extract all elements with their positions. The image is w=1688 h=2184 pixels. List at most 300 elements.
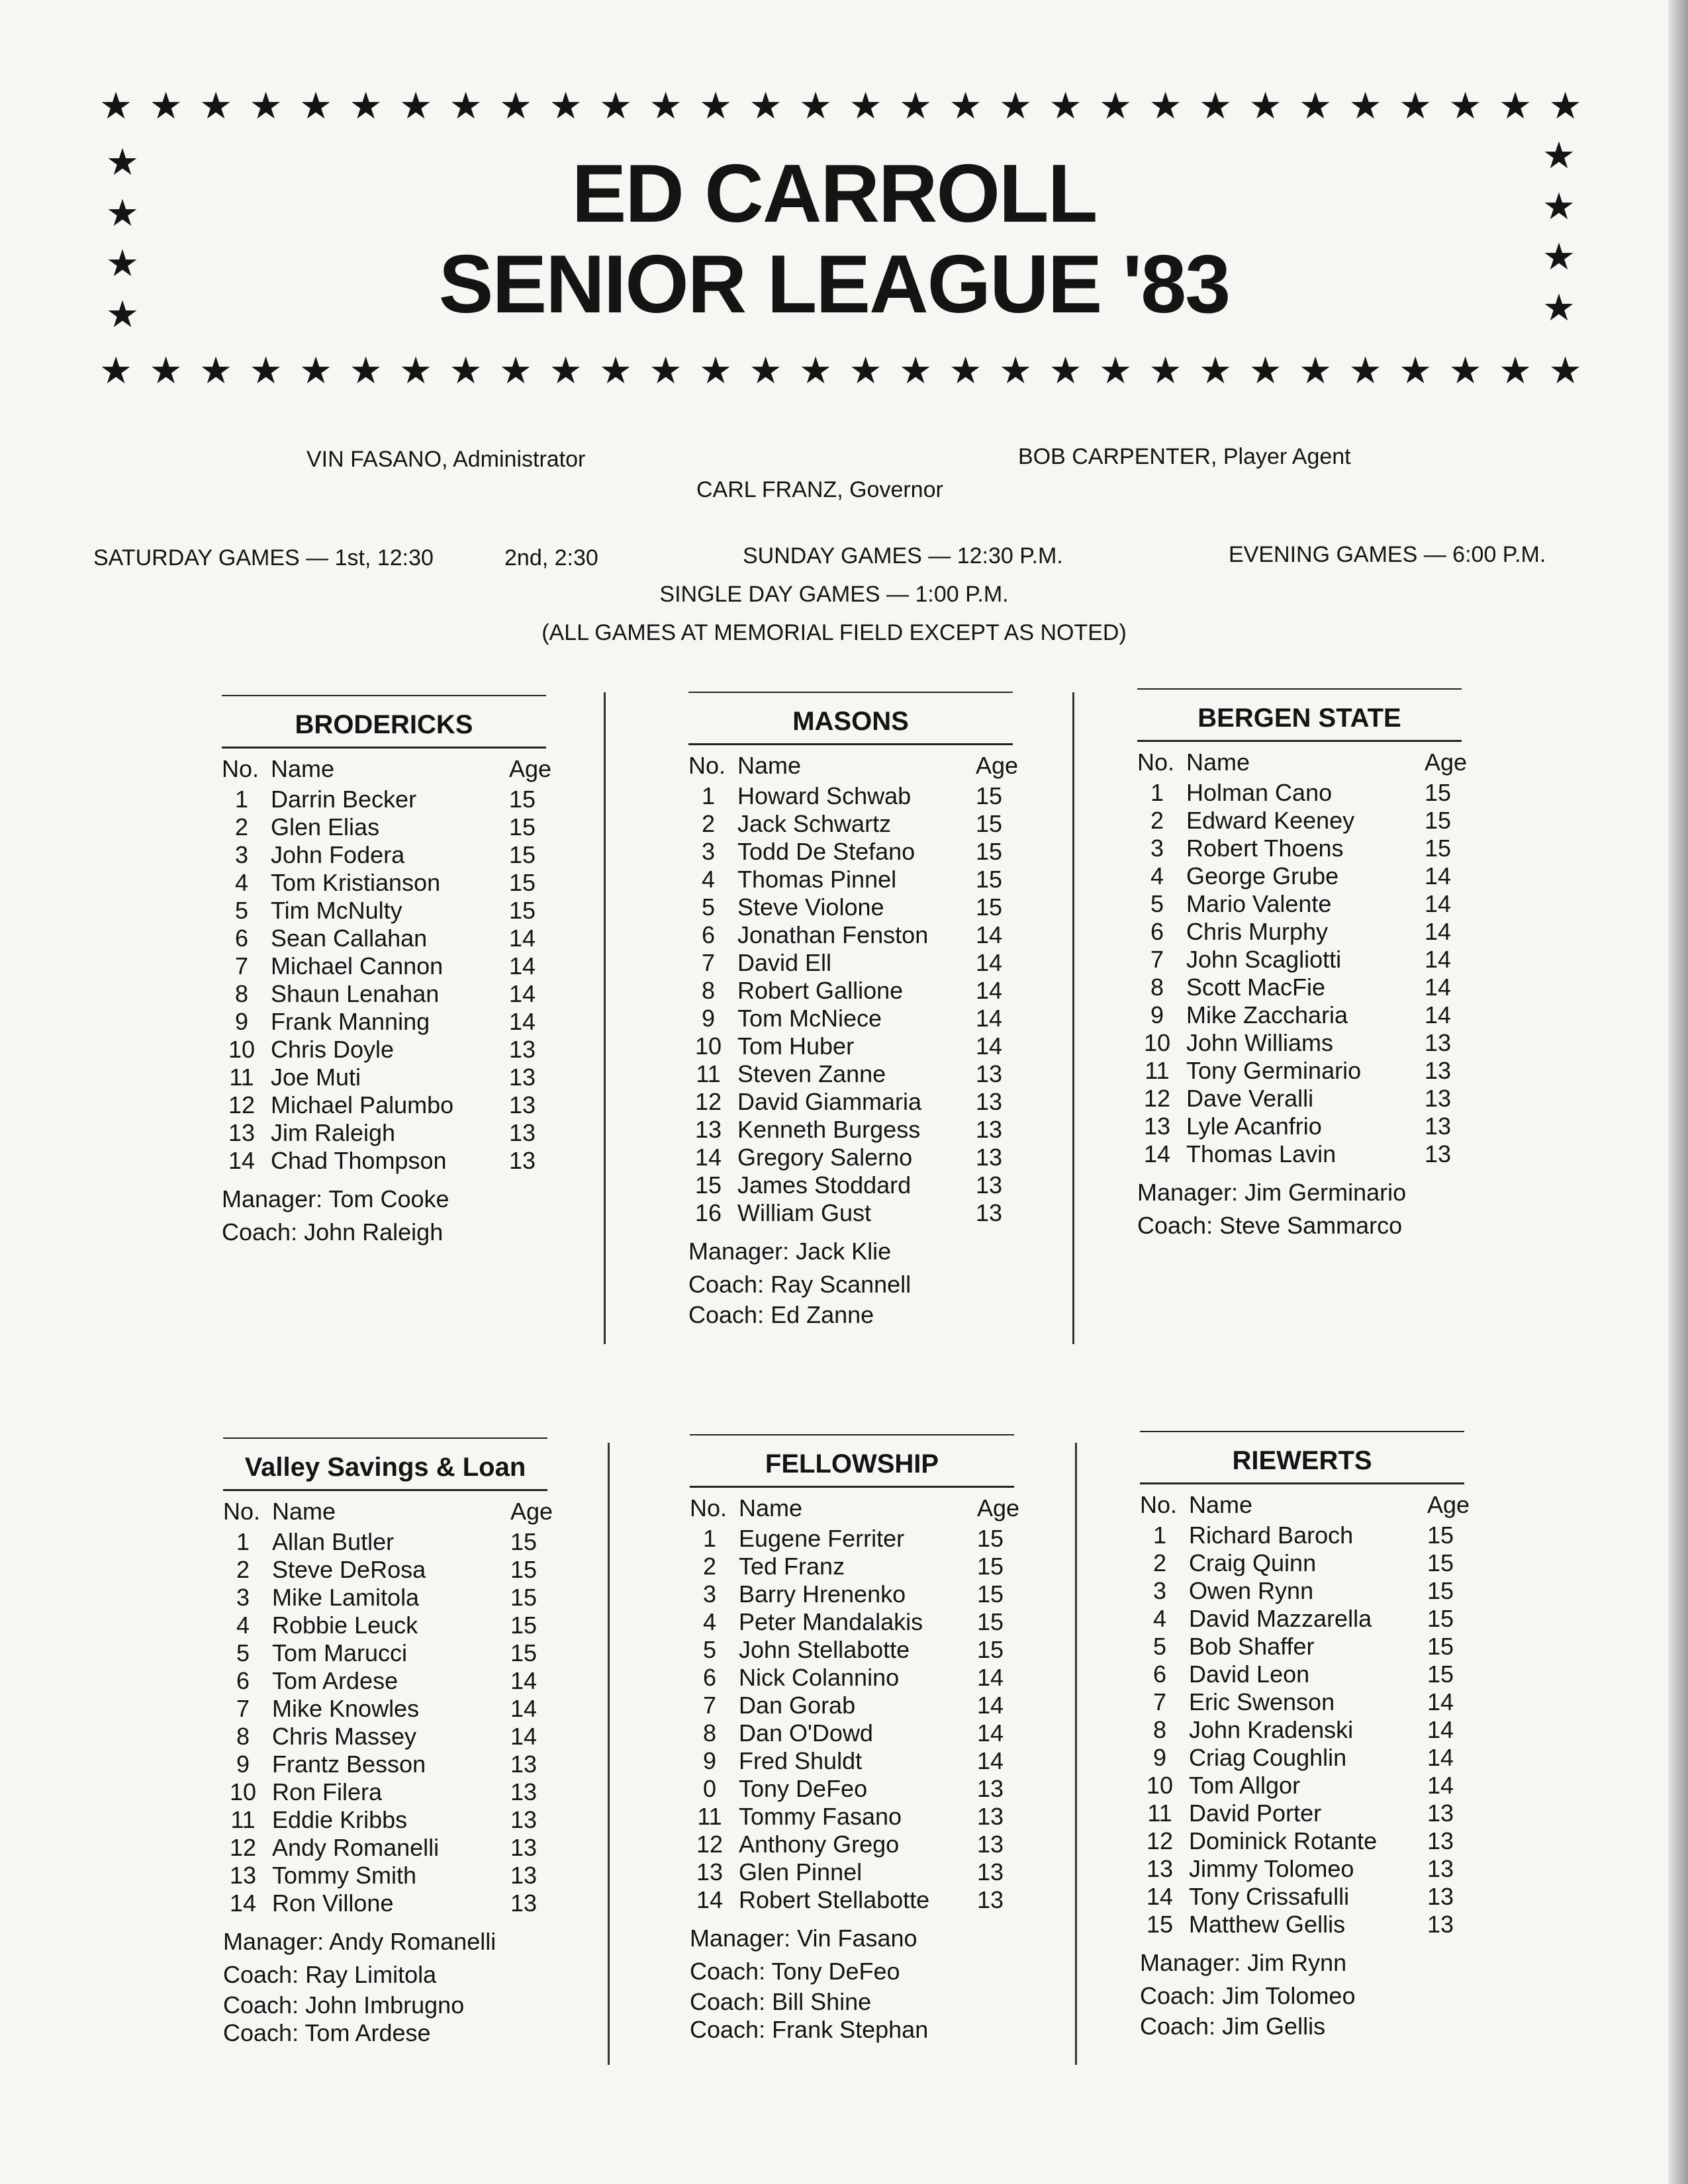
player-row [1137,1085,1495,1113]
player-name: Jonathan Fenston [737,921,929,948]
player-row [1137,1140,1495,1168]
player-row [688,838,1046,866]
column-divider [1075,1443,1077,2065]
star-icon: ★ [99,85,133,126]
player-row [1140,1799,1497,1827]
team-top-rule [690,1434,1014,1435]
star-icon: ★ [1348,85,1382,126]
star-icon: ★ [105,293,140,335]
player-name: Howard Schwab [737,782,912,809]
player-age: 15 [1425,807,1452,834]
player-number: 6 [701,921,716,948]
coach-line: Coach: Frank Stephan [690,2016,929,2043]
player-number: 1 [234,786,249,813]
star-icon: ★ [1248,85,1282,126]
team-name: MASONS [792,707,909,736]
player-number: 13 [228,1119,256,1146]
player-number: 5 [1150,890,1164,917]
player-number: 2 [702,1553,717,1580]
player-name: Mario Valente [1186,890,1332,917]
star-icon: ★ [599,85,633,126]
player-number: 14 [229,1889,257,1917]
star-icon: ★ [549,85,583,126]
star-icon: ★ [1499,85,1532,126]
player-row [1137,1057,1495,1085]
player-row [690,1608,1047,1636]
player-name: Eddie Kribbs [272,1806,408,1833]
column-header-no: No. [223,1498,261,1525]
player-row [223,1806,581,1834]
star-icon: ★ [949,85,982,126]
team-name-rule [688,743,1013,745]
player-row [222,786,579,813]
player-number: 9 [234,1008,249,1035]
player-name: Chad Thompson [271,1147,447,1174]
player-number: 11 [230,1806,256,1833]
star-icon: ★ [999,85,1033,126]
star-icon: ★ [1099,349,1133,391]
star-icon: ★ [899,85,933,126]
player-row [690,1886,1047,1914]
player-number: 4 [234,869,249,896]
star-icon: ★ [299,349,333,391]
column-divider [1072,692,1074,1344]
player-age: 14 [976,949,1003,976]
player-row [222,1064,579,1091]
star-icon: ★ [1448,85,1482,126]
player-name: Chris Massey [272,1723,417,1750]
star-icon: ★ [149,349,183,391]
team-roster-riewerts [1140,1431,1497,2040]
player-number: 0 [702,1775,717,1802]
player-number: 11 [697,1803,722,1830]
star-icon: ★ [699,85,733,126]
team-name-rule [1140,1482,1464,1484]
player-number: 8 [702,1719,717,1747]
player-agent-text: BOB CARPENTER, Player Agent [1018,444,1351,469]
player-name: Frank Manning [271,1008,430,1035]
player-number: 9 [236,1751,250,1778]
player-number: 8 [234,980,249,1007]
player-number: 7 [236,1695,250,1722]
star-icon: ★ [399,349,433,391]
player-name: David Mazzarella [1189,1605,1372,1632]
player-number: 6 [236,1667,250,1694]
player-row [223,1695,581,1723]
player-name: John Scagliotti [1186,946,1342,973]
manager-line: Manager: Jack Klie [688,1238,892,1265]
coach-line: Coach: Jim Tolomeo [1140,1982,1356,2009]
player-row [223,1639,581,1667]
player-row [222,813,579,841]
player-row [223,1528,581,1556]
player-name: Glen Elias [271,813,380,841]
player-name: Nick Colannino [739,1664,900,1691]
team-staff [690,1922,1047,2044]
player-row [1140,1661,1497,1688]
player-row [688,1171,1046,1199]
player-name: Eugene Ferriter [739,1525,905,1552]
player-age: 13 [976,1116,1003,1143]
player-name: Tommy Smith [272,1862,417,1889]
player-number: 10 [1143,1029,1171,1056]
star-icon: ★ [549,349,583,391]
star-icon: ★ [149,85,183,126]
player-row [223,1667,581,1695]
sunday-games-text: SUNDAY GAMES — 12:30 P.M. [743,543,1063,569]
player-name: Ron Filera [272,1778,383,1805]
star-icon: ★ [1248,349,1282,391]
player-age: 15 [510,1528,538,1555]
player-age: 15 [1427,1633,1454,1660]
player-number: 7 [701,949,716,976]
player-row [688,1116,1046,1144]
player-row [222,897,579,925]
player-name: Tim McNulty [271,897,402,924]
star-icon: ★ [699,349,733,391]
star-icon: ★ [1399,349,1432,391]
team-name: RIEWERTS [1232,1446,1372,1475]
player-row [223,1834,581,1862]
player-row [1140,1744,1497,1772]
player-age: 14 [510,1667,538,1694]
player-number: 2 [234,813,249,841]
player-row [688,1060,1046,1088]
player-age: 14 [509,980,536,1007]
player-age: 13 [1425,1085,1452,1112]
coach-line: Coach: Steve Sammarco [1137,1212,1403,1239]
player-age: 15 [510,1556,538,1583]
player-row [1140,1688,1497,1716]
team-roster-bergen-state [1137,688,1495,1242]
player-age: 14 [509,952,536,979]
player-number: 9 [1150,1001,1164,1028]
star-icon: ★ [849,85,882,126]
player-name: Eric Swenson [1189,1688,1335,1715]
player-age: 15 [509,897,536,924]
player-name: Ted Franz [739,1553,845,1580]
player-number: 10 [228,1036,256,1063]
player-name: Michael Palumbo [271,1091,454,1118]
player-age: 13 [1427,1827,1454,1854]
coach-line: Coach: Ed Zanne [688,1301,874,1328]
player-name: Owen Rynn [1189,1577,1314,1604]
star-icon: ★ [449,349,483,391]
player-age: 13 [976,1199,1003,1226]
player-age: 13 [1427,1883,1454,1910]
coach-line: Coach: Jim Gellis [1140,2013,1326,2040]
star-icon: ★ [1199,349,1233,391]
column-header-name: Name [271,755,335,782]
player-number: 3 [234,841,249,868]
player-row [690,1664,1047,1692]
player-name: John Stellabotte [739,1636,910,1663]
star-icon: ★ [99,349,133,391]
player-number: 4 [1152,1605,1167,1632]
column-divider [604,692,606,1344]
player-number: 16 [694,1199,722,1226]
column-header-age: Age [976,752,1019,779]
column-header-age: Age [977,1494,1020,1522]
player-number: 8 [236,1723,250,1750]
player-name: Shaun Lenahan [271,980,440,1007]
star-icon: ★ [799,349,833,391]
star-icon: ★ [749,349,782,391]
player-row [688,1005,1046,1032]
player-age: 14 [1425,862,1452,889]
column-header-no: No. [222,755,259,782]
player-name: Fred Shuldt [739,1747,863,1774]
star-icon: ★ [105,141,140,183]
coach-line: Coach: John Imbrugno [223,1991,465,2019]
player-age: 13 [509,1119,536,1146]
player-name: Robert Gallione [737,977,904,1004]
player-number: 7 [234,952,249,979]
player-number: 4 [236,1612,250,1639]
player-name: Edward Keeney [1186,807,1355,834]
team-top-rule [1137,688,1462,690]
player-age: 13 [976,1088,1003,1115]
player-name: Tony Crissafulli [1189,1883,1350,1910]
page-title-line1: ED CARROLL [571,148,1097,240]
player-name: David Porter [1189,1799,1322,1827]
player-age: 15 [976,866,1003,893]
star-icon: ★ [1448,349,1482,391]
team-name: Valley Savings & Loan [244,1453,526,1482]
player-number: 3 [702,1580,717,1608]
player-number: 3 [1152,1577,1167,1604]
player-name: James Stoddard [737,1171,912,1199]
player-age: 13 [1427,1911,1454,1938]
player-row [1137,918,1495,946]
player-name: Steve Violone [737,893,884,921]
team-name-rule [690,1486,1014,1488]
player-age: 14 [1427,1688,1454,1715]
player-row [688,893,1046,921]
player-age: 13 [509,1147,536,1174]
star-icon: ★ [105,242,140,285]
player-name: Dan O'Dowd [739,1719,873,1747]
player-row [1140,1855,1497,1883]
player-age: 15 [509,841,536,868]
player-row [223,1862,581,1889]
player-age: 15 [509,786,536,813]
star-icon: ★ [499,349,533,391]
player-row [688,949,1046,977]
administrator-text: VIN FASANO, Administrator [306,447,586,472]
player-number: 7 [702,1692,717,1719]
player-number: 15 [694,1171,722,1199]
player-age: 13 [976,1171,1003,1199]
star-icon: ★ [999,349,1033,391]
player-age: 14 [510,1695,538,1722]
player-number: 12 [228,1091,256,1118]
star-icon: ★ [1542,185,1576,227]
column-header-name: Name [739,1494,803,1522]
star-icon: ★ [1049,85,1082,126]
player-age: 13 [977,1775,1004,1802]
player-number: 12 [1146,1827,1174,1854]
player-name: Anthony Grego [739,1831,900,1858]
player-age: 13 [510,1751,538,1778]
player-number: 4 [701,866,716,893]
player-name: Jimmy Tolomeo [1189,1855,1354,1882]
player-name: Darrin Becker [271,786,417,813]
roster-header [688,752,1046,780]
player-number: 1 [1152,1522,1167,1549]
star-icon: ★ [349,85,383,126]
player-age: 15 [977,1553,1004,1580]
star-icon: ★ [1542,286,1576,328]
player-age: 13 [509,1091,536,1118]
team-roster-broderick [222,695,579,1249]
player-row [222,1008,579,1036]
player-number: 14 [694,1144,722,1171]
column-header-age: Age [510,1498,553,1525]
player-row [690,1692,1047,1719]
player-row [222,1091,579,1119]
player-row [1137,1113,1495,1140]
team-roster-fellowship [690,1434,1047,2044]
manager-line: Manager: Andy Romanelli [223,1928,496,1955]
player-row [223,1556,581,1584]
team-name: BERGEN STATE [1197,704,1401,733]
player-number: 12 [1143,1085,1171,1112]
star-icon: ★ [1149,349,1182,391]
player-name: John Kradenski [1189,1716,1354,1743]
roster-header [1140,1491,1497,1519]
player-age: 15 [1425,835,1452,862]
star-icon: ★ [1542,134,1576,176]
player-age: 13 [510,1889,538,1917]
star-icon: ★ [1548,85,1582,126]
player-number: 8 [1150,974,1164,1001]
player-age: 14 [977,1692,1004,1719]
star-icon: ★ [1548,349,1582,391]
player-name: Kenneth Burgess [737,1116,921,1143]
player-name: Tom Huber [737,1032,855,1060]
player-age: 15 [977,1608,1004,1635]
star-icon: ★ [299,85,333,126]
player-row [688,921,1046,949]
player-number: 14 [1146,1883,1174,1910]
column-header-name: Name [737,752,802,779]
player-name: Sean Callahan [271,925,428,952]
player-age: 13 [510,1806,538,1833]
player-row [690,1803,1047,1831]
player-age: 13 [510,1834,538,1861]
player-row [690,1747,1047,1775]
player-row [690,1636,1047,1664]
star-icon: ★ [599,349,633,391]
player-age: 14 [1425,890,1452,917]
team-staff [1140,1946,1497,2040]
player-number: 6 [702,1664,717,1691]
player-name: Steve DeRosa [272,1556,426,1583]
saturday-second-game-text: 2nd, 2:30 [504,545,598,570]
star-border-bottom [99,347,1582,394]
player-age: 13 [976,1060,1003,1087]
player-name: Glen Pinnel [739,1858,863,1886]
team-top-rule [688,692,1013,693]
player-row [690,1525,1047,1553]
player-age: 15 [976,893,1003,921]
memorial-field-note: (ALL GAMES AT MEMORIAL FIELD EXCEPT AS NOTED) [541,620,1127,645]
player-number: 13 [696,1858,724,1886]
star-icon: ★ [649,349,682,391]
player-row [1137,890,1495,918]
player-name: Mike Zaccharia [1186,1001,1348,1028]
player-number: 6 [1152,1661,1167,1688]
roster-header [690,1494,1047,1522]
player-name: Dave Veralli [1186,1085,1314,1112]
player-age: 14 [976,977,1003,1004]
player-number: 12 [229,1834,257,1861]
player-age: 14 [1425,918,1452,945]
player-age: 15 [977,1580,1004,1608]
player-number: 14 [1143,1140,1171,1167]
player-row [690,1719,1047,1747]
player-number: 11 [1147,1799,1172,1827]
player-name: Richard Baroch [1189,1522,1354,1549]
star-icon: ★ [649,85,682,126]
player-row [222,925,579,952]
team-staff [688,1235,1046,1329]
player-number: 9 [1152,1744,1167,1771]
column-header-name: Name [1189,1491,1253,1518]
player-age: 14 [976,1032,1003,1060]
governor-text: CARL FRANZ, Governor [696,477,943,502]
column-header-no: No. [1140,1491,1178,1518]
player-age: 14 [1427,1716,1454,1743]
single-day-games-text: SINGLE DAY GAMES — 1:00 P.M. [659,582,1009,607]
player-row [223,1723,581,1751]
player-name: Jack Schwartz [737,810,892,837]
player-row [222,952,579,980]
player-name: Robert Thoens [1186,835,1344,862]
star-icon: ★ [749,85,782,126]
star-icon: ★ [1499,349,1532,391]
player-number: 15 [1146,1911,1174,1938]
player-age: 13 [1425,1140,1452,1167]
player-row [223,1584,581,1612]
player-name: Mike Lamitola [272,1584,420,1611]
player-number: 11 [229,1064,254,1091]
team-name: BRODERICKS [295,710,473,739]
player-number: 10 [694,1032,722,1060]
player-number: 1 [702,1525,717,1552]
player-name: Todd De Stefano [737,838,915,865]
team-staff [1137,1176,1495,1242]
player-number: 3 [236,1584,250,1611]
player-row [222,869,579,897]
player-name: Matthew Gellis [1189,1911,1346,1938]
player-number: 2 [701,810,716,837]
star-icon: ★ [1348,349,1382,391]
star-icon: ★ [399,85,433,126]
player-age: 14 [977,1664,1004,1691]
player-name: Frantz Besson [272,1751,426,1778]
star-icon: ★ [899,349,933,391]
player-age: 13 [1425,1113,1452,1140]
manager-line: Manager: Jim Germinario [1137,1179,1407,1206]
player-number: 13 [694,1116,722,1143]
player-row [1140,1827,1497,1855]
player-row [223,1889,581,1917]
player-number: 2 [236,1556,250,1583]
star-icon: ★ [105,191,140,234]
player-name: Barry Hrenenko [739,1580,906,1608]
